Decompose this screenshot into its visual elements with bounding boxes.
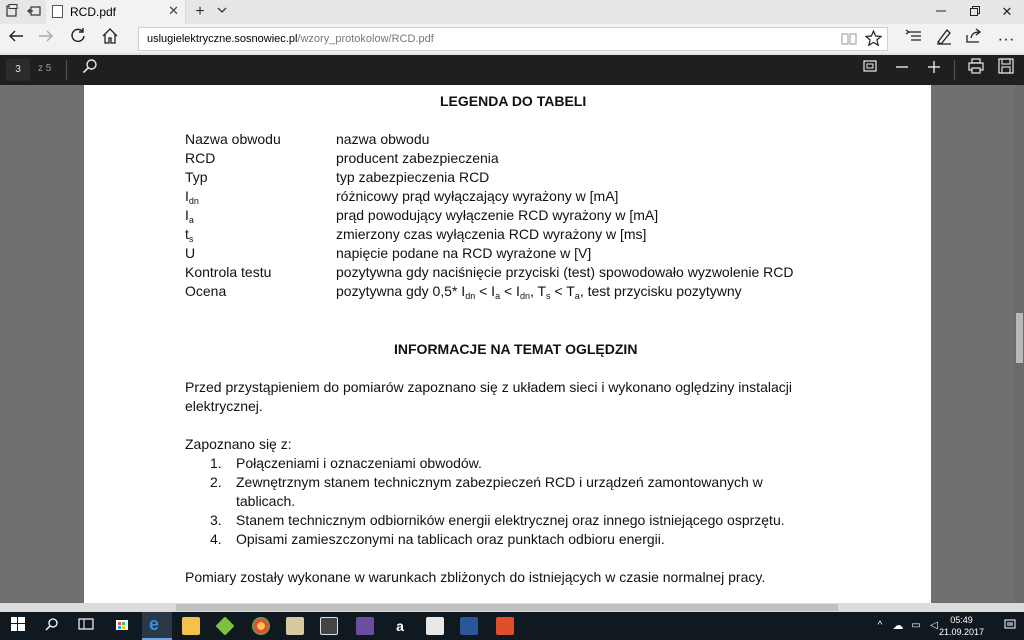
legend-desc: napięcie podane na RCD wyrażone w [V] bbox=[336, 245, 592, 261]
file-explorer-icon[interactable] bbox=[182, 617, 200, 635]
list-item: Stanem technicznym odbiorników energii elektrycznej oraz innego istniejącego osprzętu. bbox=[236, 512, 785, 528]
navigation-bar bbox=[0, 24, 1024, 54]
search-icon[interactable] bbox=[78, 58, 102, 82]
legend-desc-formula: pozytywna gdy 0,5* $I_{dn} < I_a < I_{dn}$, $T_s < T_a$, test przycisku pozytywny bbox=[336, 283, 742, 301]
favorite-star-icon[interactable] bbox=[865, 30, 882, 52]
list-item: Połączeniami i oznaczeniami obwodów. bbox=[236, 455, 482, 471]
title-bar bbox=[0, 0, 1024, 24]
legend-desc: prąd powodujący wyłączenie RCD wyrażony w [mA] bbox=[336, 207, 659, 223]
pdf-viewer[interactable] bbox=[0, 85, 1024, 603]
intro-line: elektrycznej. bbox=[185, 398, 263, 414]
pdf-doc-icon bbox=[52, 5, 63, 18]
list-item-continued: tablicach. bbox=[236, 493, 296, 509]
list-number: 3. bbox=[210, 512, 222, 528]
vertical-scroll-thumb[interactable] bbox=[1016, 313, 1023, 363]
cortana-search-icon[interactable] bbox=[42, 616, 62, 636]
word-icon[interactable] bbox=[460, 617, 478, 635]
info-heading: INFORMACJE NA TEMAT OGLĘDZIN bbox=[394, 341, 638, 357]
green-app-icon[interactable] bbox=[215, 616, 234, 635]
home-icon[interactable] bbox=[98, 27, 122, 51]
url-path: /wzory_protokolow/RCD.pdf bbox=[297, 33, 434, 45]
url-text bbox=[147, 33, 434, 45]
web-note-icon[interactable] bbox=[932, 27, 956, 51]
list-item: Opisami zamieszczonymi na tablicach oraz punktach odbioru energii. bbox=[236, 531, 665, 547]
legend-term: $I_{dn}$ bbox=[185, 188, 199, 206]
url-domain: uslugielektryczne.sosnowiec.pl bbox=[147, 33, 298, 45]
mail-icon[interactable] bbox=[426, 617, 444, 635]
back-icon[interactable] bbox=[4, 27, 28, 51]
list-item: Zewnętrznym stanem technicznym zabezpieczeń RCD i urządzeń zamontowanych w bbox=[236, 474, 763, 490]
legend-desc: różnicowy prąd wyłączający wyrażony w [mA] bbox=[336, 188, 619, 204]
windows-start-icon[interactable] bbox=[8, 616, 28, 636]
toolbar-divider bbox=[66, 60, 67, 80]
tab-preview-icon[interactable] bbox=[4, 4, 20, 20]
volume-icon[interactable]: ◁ bbox=[930, 620, 938, 631]
tab-title: RCD.pdf bbox=[70, 5, 117, 19]
list-number: 2. bbox=[210, 474, 222, 490]
page-number-input[interactable]: 3 bbox=[6, 59, 30, 81]
battery-icon[interactable]: ▭ bbox=[911, 620, 921, 631]
restore-icon[interactable] bbox=[958, 0, 992, 24]
closing-text: Pomiary zostały wykonane w warunkach zbliżonych do istniejących w czasie normalnej pracy. bbox=[185, 569, 766, 585]
fit-page-icon[interactable] bbox=[858, 58, 882, 82]
legend-term: RCD bbox=[185, 150, 216, 166]
legend-desc: zmierzony czas wyłączenia RCD wyrażony w [ms] bbox=[336, 226, 647, 242]
zoom-out-icon[interactable] bbox=[890, 58, 914, 82]
store-icon[interactable] bbox=[112, 616, 132, 636]
red-app-icon[interactable] bbox=[496, 617, 514, 635]
legend-heading: LEGENDA DO TABELI bbox=[440, 93, 587, 109]
tab-menu-icon[interactable] bbox=[214, 4, 230, 20]
browser-tab[interactable] bbox=[46, 0, 186, 24]
edge-icon: e bbox=[149, 614, 160, 634]
clock-time: 05:49 bbox=[950, 615, 973, 625]
chrome-icon[interactable] bbox=[252, 617, 270, 635]
hub-icon[interactable] bbox=[902, 27, 926, 51]
legend-desc: producent zabezpieczenia bbox=[336, 150, 499, 166]
new-tab-icon[interactable]: + bbox=[195, 3, 205, 20]
list-number: 1. bbox=[210, 455, 222, 471]
save-icon[interactable] bbox=[994, 58, 1018, 82]
network-icon[interactable]: ☁ bbox=[892, 620, 904, 632]
legend-desc: typ zabezpieczenia RCD bbox=[336, 169, 490, 185]
legend-term: Ocena bbox=[185, 283, 227, 299]
legend-term: U bbox=[185, 245, 196, 261]
clock-date: 21.09.2017 bbox=[938, 627, 984, 637]
edge-app[interactable] bbox=[142, 612, 172, 640]
pdf-page bbox=[84, 85, 931, 603]
show-hidden-icons-icon[interactable]: ^ bbox=[877, 620, 883, 631]
legend-term: Kontrola testu bbox=[185, 264, 272, 280]
close-window-icon[interactable]: ✕ bbox=[1001, 4, 1013, 19]
legend-desc: pozytywna gdy naciśnięcie przyciski (test) spowodowało wyzwolenie RCD bbox=[336, 264, 794, 280]
print-icon[interactable] bbox=[964, 58, 988, 82]
forward-icon[interactable] bbox=[34, 27, 58, 51]
task-view-icon[interactable] bbox=[76, 616, 96, 636]
refresh-icon[interactable] bbox=[66, 27, 90, 51]
legend-term: Nazwa obwodu bbox=[185, 131, 281, 147]
taskbar-clock[interactable] bbox=[939, 614, 984, 638]
notifications-icon[interactable] bbox=[1000, 616, 1020, 636]
notepad-icon[interactable] bbox=[286, 617, 304, 635]
close-tab-icon[interactable]: ✕ bbox=[168, 3, 179, 18]
calculator-icon[interactable] bbox=[320, 617, 338, 635]
more-icon[interactable]: ··· bbox=[997, 29, 1015, 48]
amazon-icon[interactable]: a bbox=[396, 618, 404, 634]
reading-view-icon[interactable] bbox=[841, 31, 857, 52]
horizontal-scroll-thumb[interactable] bbox=[176, 604, 838, 611]
list-number: 4. bbox=[210, 531, 222, 547]
share-icon[interactable] bbox=[962, 27, 986, 51]
toolbar-divider bbox=[954, 60, 955, 80]
minimize-icon[interactable] bbox=[924, 0, 958, 24]
page-total: z 5 bbox=[38, 63, 52, 74]
back-tabs-icon[interactable] bbox=[26, 4, 42, 20]
legend-term: $I_a$ bbox=[185, 207, 194, 225]
intro-line: Przed przystąpieniem do pomiarów zapoznano się z układem sieci i wykonano oględziny instalacji bbox=[185, 379, 792, 395]
legend-term: $t_s$ bbox=[185, 226, 194, 244]
purple-app-icon[interactable] bbox=[356, 617, 374, 635]
legend-term: Typ bbox=[185, 169, 208, 185]
windows-taskbar bbox=[0, 612, 1024, 640]
legend-desc: nazwa obwodu bbox=[336, 131, 430, 147]
zoom-in-icon[interactable] bbox=[922, 58, 946, 82]
familiar-label: Zapoznano się z: bbox=[185, 436, 292, 452]
address-bar[interactable] bbox=[138, 27, 888, 51]
pdf-toolbar bbox=[0, 55, 1024, 85]
